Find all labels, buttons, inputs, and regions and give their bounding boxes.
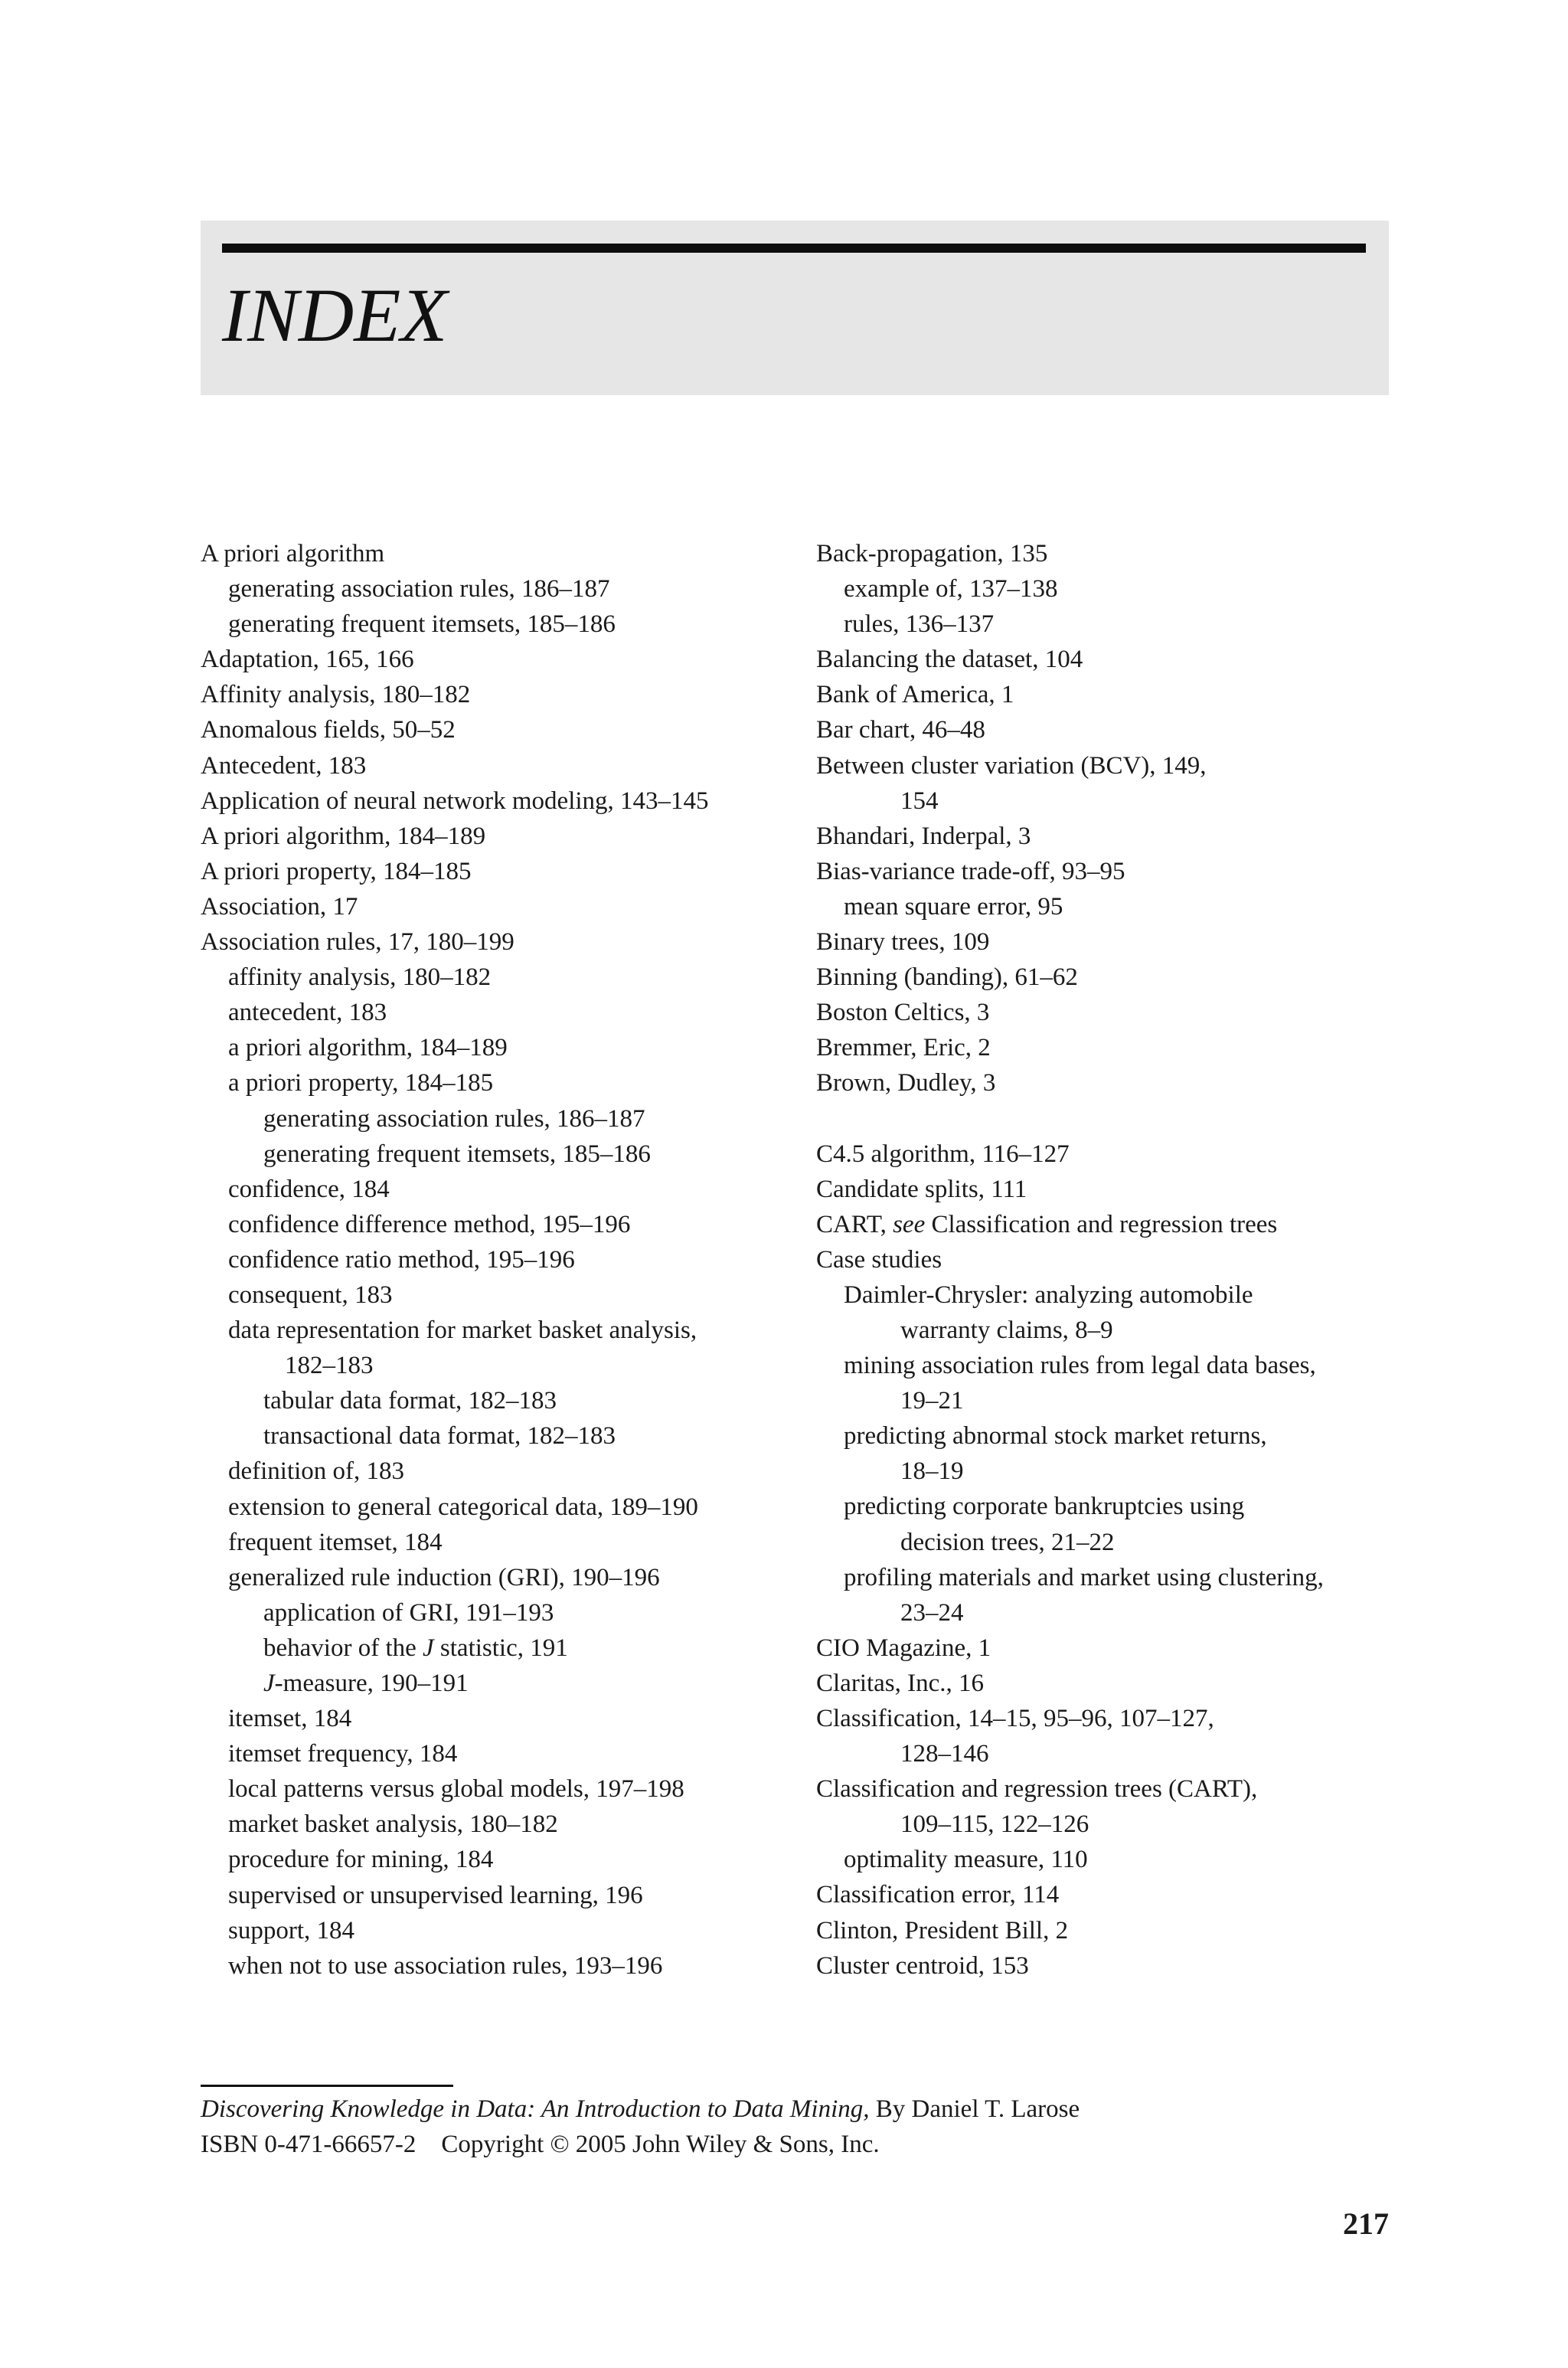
index-entry: Classification and regression trees (CART), xyxy=(816,1775,1258,1804)
index-entry: generating association rules, 186–187 xyxy=(263,1104,645,1133)
index-entry: definition of, 183 xyxy=(228,1457,405,1486)
index-entry: extension to general categorical data, 189–190 xyxy=(228,1493,698,1521)
index-entry: a priori property, 184–185 xyxy=(228,1069,494,1097)
index-entry: Candidate splits, 111 xyxy=(816,1175,1027,1203)
index-entry: CIO Magazine, 1 xyxy=(816,1634,991,1662)
index-entry: data representation for market basket analysis, xyxy=(228,1316,697,1345)
index-entry: Adaptation, 165, 166 xyxy=(201,646,414,674)
index-entry: generating frequent itemsets, 185–186 xyxy=(228,610,616,639)
index-entry: A priori algorithm, 184–189 xyxy=(201,822,486,850)
index-entry: support, 184 xyxy=(228,1916,354,1944)
index-entry: Boston Celtics, 3 xyxy=(816,999,990,1027)
index-entry: Case studies xyxy=(816,1245,942,1274)
index-entry: Back-propagation, 135 xyxy=(816,540,1048,567)
index-entry: consequent, 183 xyxy=(228,1280,393,1309)
index-entry: market basket analysis, 180–182 xyxy=(228,1810,558,1839)
index-entry: Bremmer, Eric, 2 xyxy=(816,1034,991,1062)
index-entry: procedure for mining, 184 xyxy=(228,1846,494,1874)
index-entry-continuation: warranty claims, 8–9 xyxy=(900,1316,1113,1344)
index-entry: transactional data format, 182–183 xyxy=(263,1422,616,1451)
index-entry-continuation: 128–146 xyxy=(900,1740,989,1768)
index-entry: Clinton, President Bill, 2 xyxy=(816,1916,1069,1944)
index-entry: a priori algorithm, 184–189 xyxy=(228,1034,508,1062)
title-rule xyxy=(222,244,1366,253)
index-entry: behavior of the J statistic, 191 xyxy=(263,1634,568,1662)
index-entry: generating association rules, 186–187 xyxy=(228,575,610,603)
index-entry: local patterns versus global models, 197–198 xyxy=(228,1775,684,1804)
index-column-left xyxy=(201,536,782,1984)
index-entry-continuation: 19–21 xyxy=(900,1387,964,1415)
index-entry: Bhandari, Inderpal, 3 xyxy=(816,822,1031,850)
index-entry: A priori property, 184–185 xyxy=(201,857,472,885)
index-entry: confidence difference method, 195–196 xyxy=(228,1210,631,1238)
index-entry: antecedent, 183 xyxy=(228,999,387,1027)
footnote-citation xyxy=(201,2095,1080,2124)
footnote-isbn: ISBN 0-471-66657-2 Copyright © 2005 John Wiley & Sons, Inc. xyxy=(201,2131,880,2158)
index-entry: Application of neural network modeling, 143–145 xyxy=(201,787,709,815)
index-entry: confidence, 184 xyxy=(228,1175,390,1203)
index-entry: CART, see Classification and regression trees xyxy=(816,1210,1278,1238)
index-column-right xyxy=(816,536,1398,1984)
page-title: INDEX xyxy=(222,273,448,358)
index-entry: Antecedent, 183 xyxy=(201,751,367,780)
index-entry: optimality measure, 110 xyxy=(844,1846,1088,1874)
index-entry: rules, 136–137 xyxy=(844,610,995,639)
index-entry: mining association rules from legal data bases, xyxy=(844,1352,1316,1380)
index-entry-continuation: 154 xyxy=(900,787,939,815)
index-entry-continuation: 182–183 xyxy=(285,1352,374,1380)
index-entry: itemset, 184 xyxy=(228,1705,352,1733)
index-entry: Claritas, Inc., 16 xyxy=(816,1669,985,1697)
index-entry: mean square error, 95 xyxy=(844,892,1063,921)
index-entry: A priori algorithm xyxy=(201,540,385,567)
index-entry: Cluster centroid, 153 xyxy=(816,1951,1029,1980)
index-entry: profiling materials and market using clustering, xyxy=(844,1563,1324,1591)
index-entry: supervised or unsupervised learning, 196 xyxy=(228,1881,643,1909)
page-number: 217 xyxy=(1343,2206,1389,2241)
index-entry: Binning (banding), 61–62 xyxy=(816,963,1078,992)
index-gap xyxy=(816,1101,1398,1137)
index-entry: generating frequent itemsets, 185–186 xyxy=(263,1140,651,1168)
index-entry: Bias-variance trade-off, 93–95 xyxy=(816,857,1125,885)
book-title: Discovering Knowledge in Data: An Introduction to Data Mining, xyxy=(201,2095,870,2123)
index-entry: Between cluster variation (BCV), 149, xyxy=(816,751,1207,780)
index-entry: Classification error, 114 xyxy=(816,1881,1060,1909)
index-entry: Balancing the dataset, 104 xyxy=(816,646,1083,674)
index-entry: itemset frequency, 184 xyxy=(228,1740,458,1768)
index-entry: Bar chart, 46–48 xyxy=(816,716,985,744)
index-entry: Association, 17 xyxy=(201,892,358,921)
index-entry: predicting abnormal stock market returns, xyxy=(844,1422,1267,1451)
index-entry: frequent itemset, 184 xyxy=(228,1528,443,1556)
index-entry-continuation: 23–24 xyxy=(900,1598,964,1627)
footnote-rule xyxy=(201,2085,453,2087)
index-entry: Association rules, 17, 180–199 xyxy=(201,928,514,957)
index-entry: tabular data format, 182–183 xyxy=(263,1387,557,1415)
index-entry: affinity analysis, 180–182 xyxy=(228,963,492,992)
index-entry: generalized rule induction (GRI), 190–196 xyxy=(228,1563,660,1591)
index-entry: J-measure, 190–191 xyxy=(263,1670,469,1697)
index-entry-continuation: decision trees, 21–22 xyxy=(900,1528,1115,1556)
index-entry: predicting corporate bankruptcies using xyxy=(844,1493,1245,1521)
book-author: By Daniel T. Larose xyxy=(875,2095,1080,2123)
index-entry: application of GRI, 191–193 xyxy=(263,1598,554,1627)
index-entry: Bank of America, 1 xyxy=(816,681,1014,709)
index-entry: C4.5 algorithm, 116–127 xyxy=(816,1140,1070,1168)
index-entry-continuation: 109–115, 122–126 xyxy=(900,1810,1089,1839)
index-entry: Brown, Dudley, 3 xyxy=(816,1069,996,1097)
index-entry: Affinity analysis, 180–182 xyxy=(201,681,471,709)
index-entry: Anomalous fields, 50–52 xyxy=(201,716,456,744)
index-entry: Daimler-Chrysler: analyzing automobile xyxy=(844,1280,1253,1309)
index-entry: confidence ratio method, 195–196 xyxy=(228,1245,575,1274)
index-entry: Binary trees, 109 xyxy=(816,928,990,957)
index-entry: Classification, 14–15, 95–96, 107–127, xyxy=(816,1705,1214,1732)
index-entry: example of, 137–138 xyxy=(844,575,1058,603)
index-entry-continuation: 18–19 xyxy=(900,1457,964,1486)
index-entry: when not to use association rules, 193–196 xyxy=(228,1951,663,1980)
